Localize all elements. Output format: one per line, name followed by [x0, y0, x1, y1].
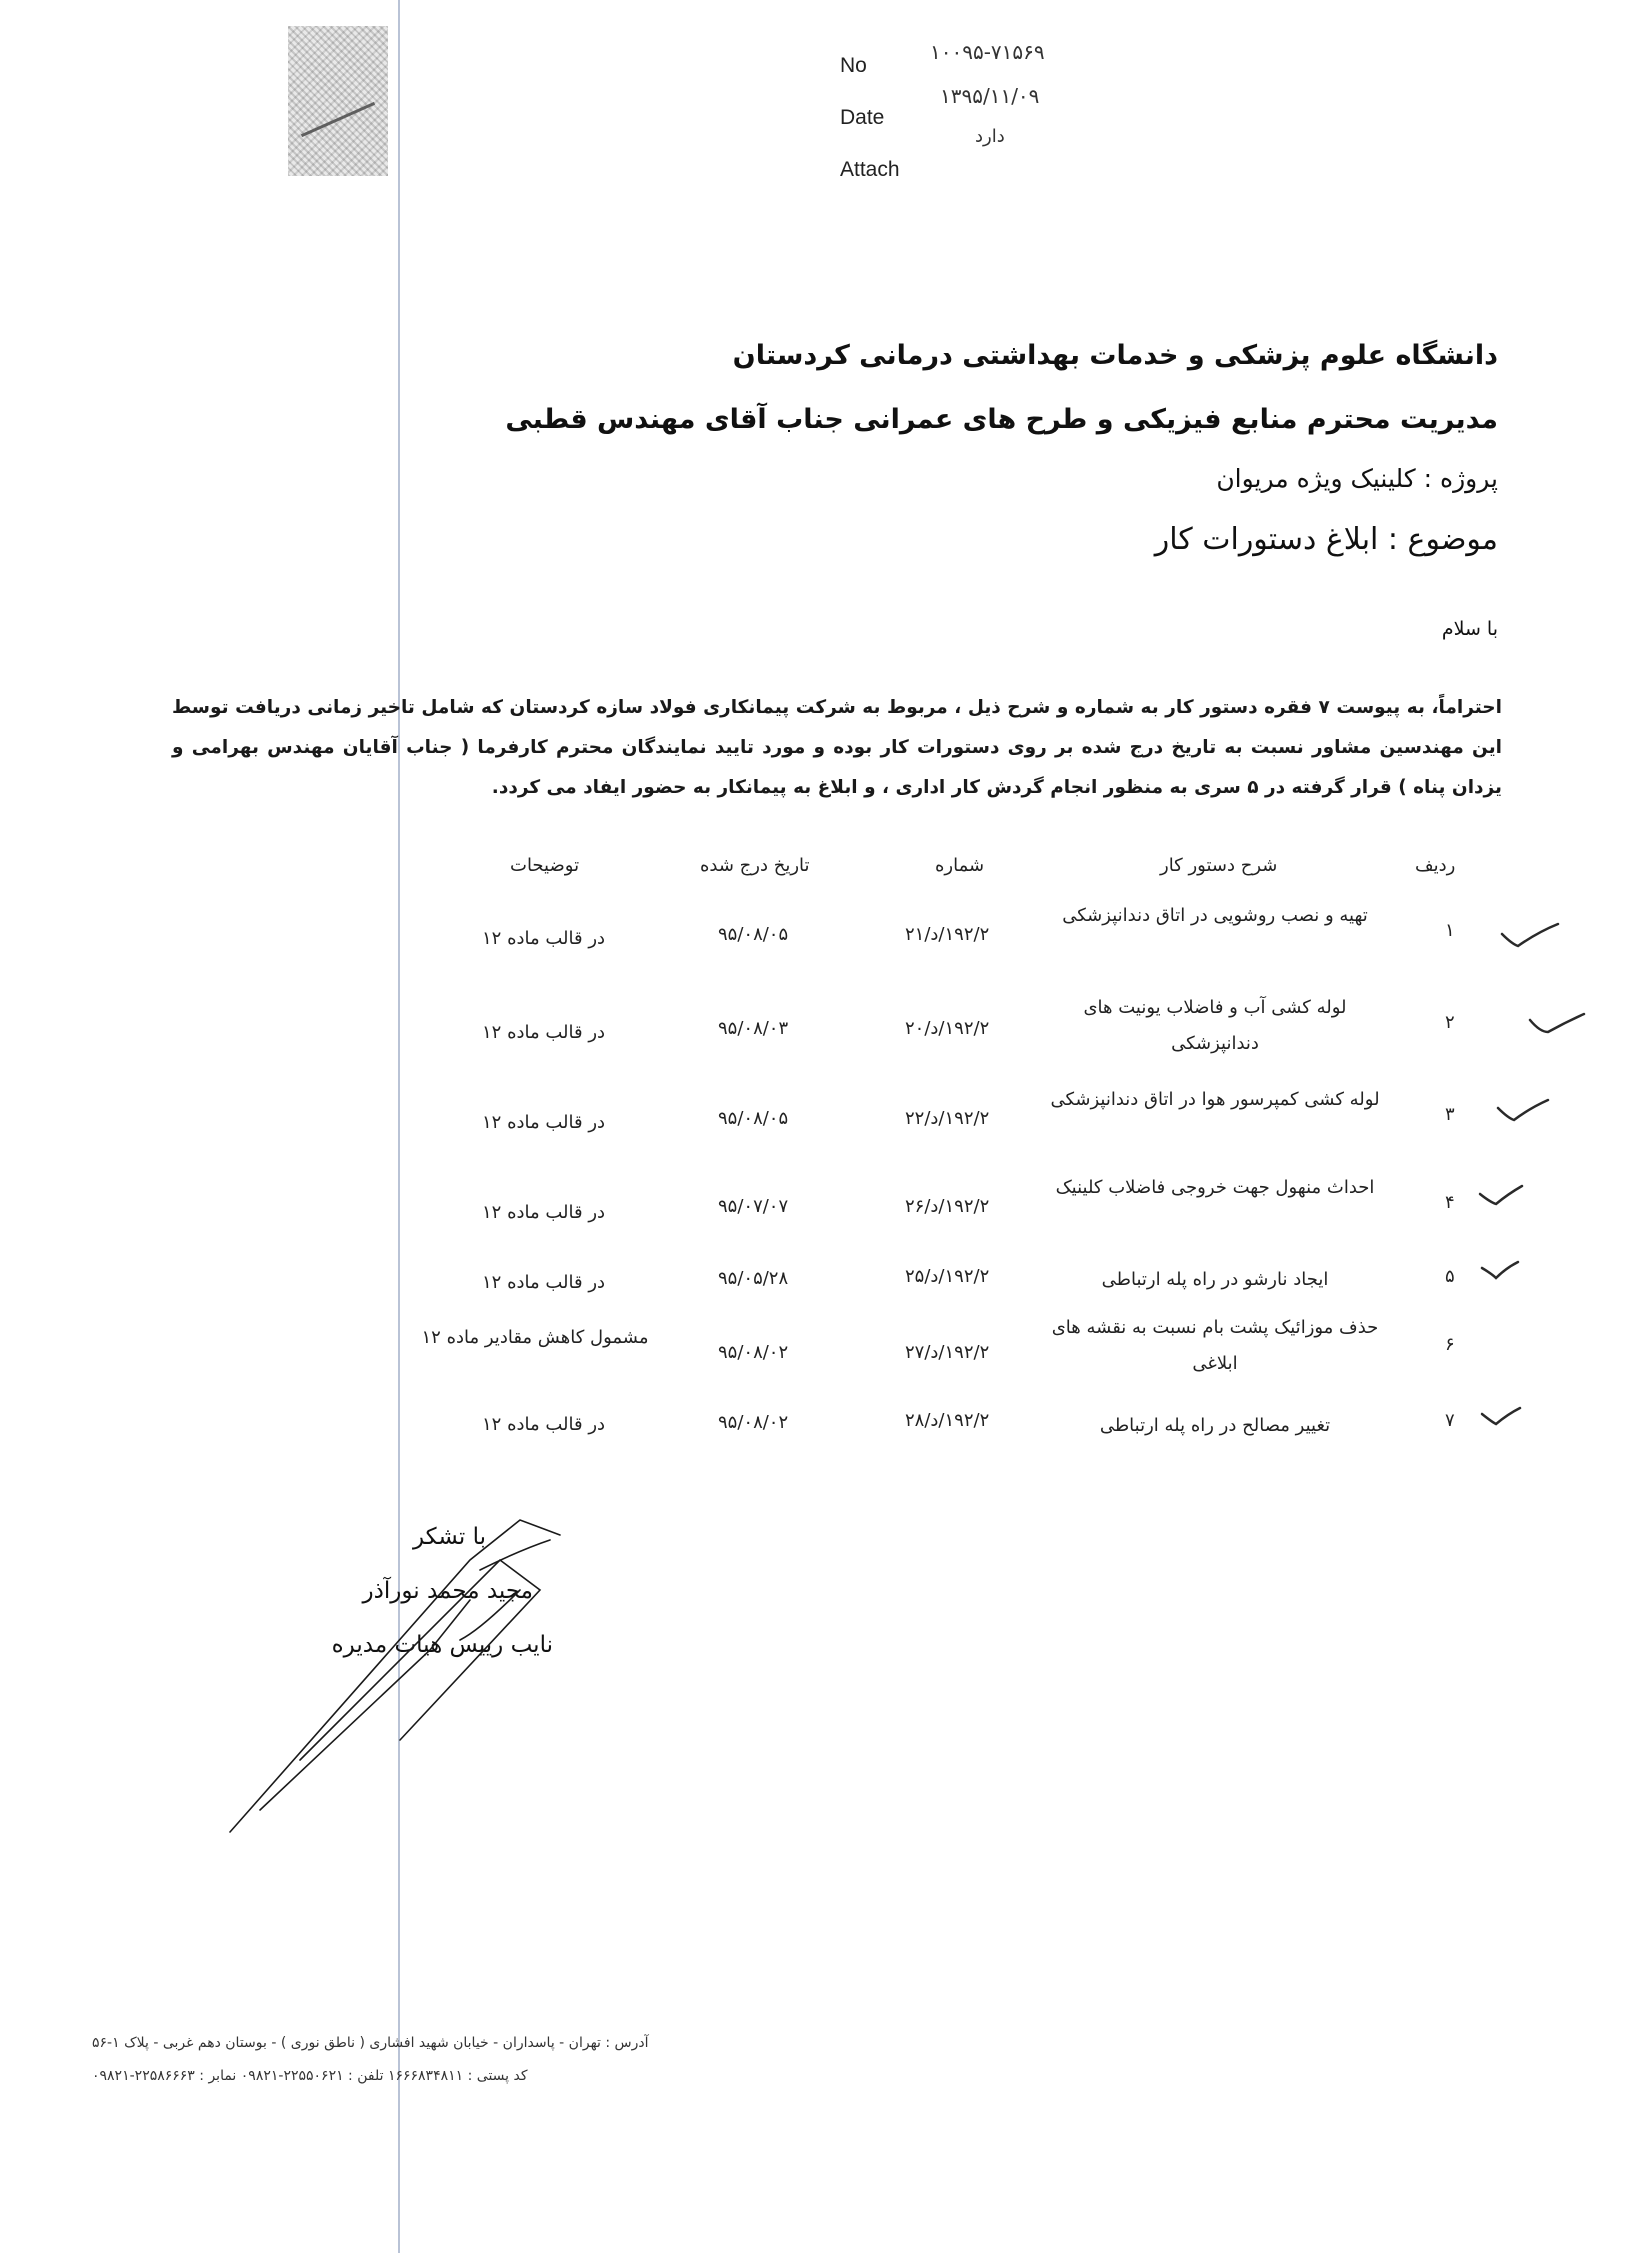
- footer-address: آدرس : تهران - پاسداران - خیابان شهید افشاری ( ناطق نوری ) - بوستان دهم غربی - پلاک ۱-۵۶: [92, 2035, 649, 2051]
- row-notes: در قالب ماده ۱۲: [482, 928, 606, 949]
- attachment-value: دارد: [975, 126, 1005, 147]
- row-number: ۵: [1445, 1266, 1455, 1287]
- row-date: ۹۵/۰۸/۰۵: [718, 1108, 789, 1129]
- header-notes: توضیحات: [510, 855, 580, 876]
- row-date: ۹۵/۰۵/۲۸: [718, 1268, 789, 1289]
- no-label: No: [840, 54, 867, 77]
- row-order-number: ۱۹۲/۲/د/۲۵: [905, 1266, 990, 1287]
- header-row: ردیف: [1415, 855, 1456, 876]
- header-date: تاریخ درج شده: [700, 855, 810, 876]
- row-number: ۷: [1445, 1410, 1455, 1431]
- row-description: تهیه و نصب روشویی در اتاق دندانپزشکی: [1062, 905, 1368, 926]
- row-order-number: ۱۹۲/۲/د/۲۲: [905, 1108, 990, 1129]
- row-notes: در قالب ماده ۱۲: [482, 1272, 606, 1293]
- row-date: ۹۵/۰۸/۰۳: [718, 1018, 789, 1039]
- date-label: Date: [840, 106, 885, 129]
- header-number: شماره: [935, 855, 985, 876]
- row-description: لوله کشی آب و فاضلاب یونیت های دندانپزشکی: [1083, 997, 1347, 1054]
- signatory-name: مجید محمد نورآذر: [362, 1578, 533, 1604]
- row-description: ایجاد نارشو در راه پله ارتباطی: [1101, 1269, 1329, 1290]
- row-number: ۴: [1445, 1192, 1455, 1213]
- row-description: لوله کشی کمپرسور هوا در اتاق دندانپزشکی: [1050, 1089, 1380, 1110]
- footer-contact: کد پستی : ۱۶۶۶۸۳۴۸۱۱ تلفن : ۲۲۵۵۰۶۲۱-۰۹۸۲۱ نمابر : ۲۲۵۸۶۶۶۳-۰۹۸۲۱: [92, 2068, 528, 2084]
- row-order-number: ۱۹۲/۲/د/۲۷: [905, 1342, 990, 1363]
- row-date: ۹۵/۰۸/۰۲: [718, 1412, 789, 1433]
- attach-label: Attach: [840, 158, 900, 181]
- recipient-organization: دانشگاه علوم پزشکی و خدمات بهداشتی درمانی کردستان: [732, 340, 1498, 371]
- row-notes: در قالب ماده ۱۲: [482, 1202, 606, 1223]
- body-paragraph: احتراماً، به پیوست ۷ فقره دستور کار به شماره و شرح ذیل ، مربوط به شرکت پیمانکاری فولاد سازه کردستان که شامل تاخیر زمانی دریافت توسط این مهندسین مشاور نسبت به تاریخ درج شده بر روی دستورات کار بوده و مورد تایید نمایندگان محترم کارفرما ( جناب آقایان مهندس بهرامی و یزدان پناه ) قرار گرفته در ۵ سری به منظور انجام گردش کار اداری ، و ابلاغ به پیمانکار به حضور ایفاد می کردد.: [172, 697, 1502, 798]
- row-number: ۶: [1445, 1334, 1455, 1355]
- recipient-department: مدیریت محترم منابع فیزیکی و طرح های عمرانی جناب آقای مهندس قطبی: [505, 404, 1498, 435]
- row-order-number: ۱۹۲/۲/د/۲۰: [905, 1018, 990, 1039]
- row-number: ۲: [1445, 1012, 1455, 1033]
- row-number: ۳: [1445, 1104, 1455, 1125]
- row-order-number: ۱۹۲/۲/د/۲۶: [905, 1196, 990, 1217]
- project-line: پروژه : کلینیک ویژه مریوان: [1216, 464, 1498, 493]
- header-description: شرح دستور کار: [1160, 855, 1278, 876]
- row-description: تغییر مصالح در راه پله ارتباطی: [1099, 1415, 1331, 1436]
- letter-date: ۱۳۹۵/۱۱/۰۹: [940, 84, 1040, 108]
- closing-thanks: با تشکر: [412, 1524, 486, 1550]
- row-order-number: ۱۹۲/۲/د/۲۱: [905, 924, 990, 945]
- letter-number: ۱۰۰۹۵-۷۱۵۶۹: [930, 40, 1045, 64]
- row-notes: در قالب ماده ۱۲: [482, 1112, 606, 1133]
- row-notes: در قالب ماده ۱۲: [482, 1022, 606, 1043]
- row-description: احداث منهول جهت خروجی فاضلاب کلینیک: [1055, 1177, 1375, 1198]
- row-date: ۹۵/۰۷/۰۷: [718, 1196, 789, 1217]
- row-date: ۹۵/۰۸/۰۲: [718, 1342, 789, 1363]
- signatory-title: نایب رییس هیات مدیره: [331, 1632, 553, 1658]
- row-order-number: ۱۹۲/۲/د/۲۸: [905, 1410, 990, 1431]
- row-description: حذف موزائیک پشت بام نسبت به نقشه های ابلاغی: [1051, 1317, 1379, 1374]
- row-date: ۹۵/۰۸/۰۵: [718, 924, 789, 945]
- row-number: ۱: [1445, 920, 1455, 941]
- row-notes: در قالب ماده ۱۲: [482, 1414, 606, 1435]
- row-notes: مشمول کاهش مقادیر ماده ۱۲: [421, 1327, 649, 1348]
- subject-line: موضوع : ابلاغ دستورات کار: [1154, 522, 1498, 557]
- greeting: با سلام: [1441, 618, 1498, 640]
